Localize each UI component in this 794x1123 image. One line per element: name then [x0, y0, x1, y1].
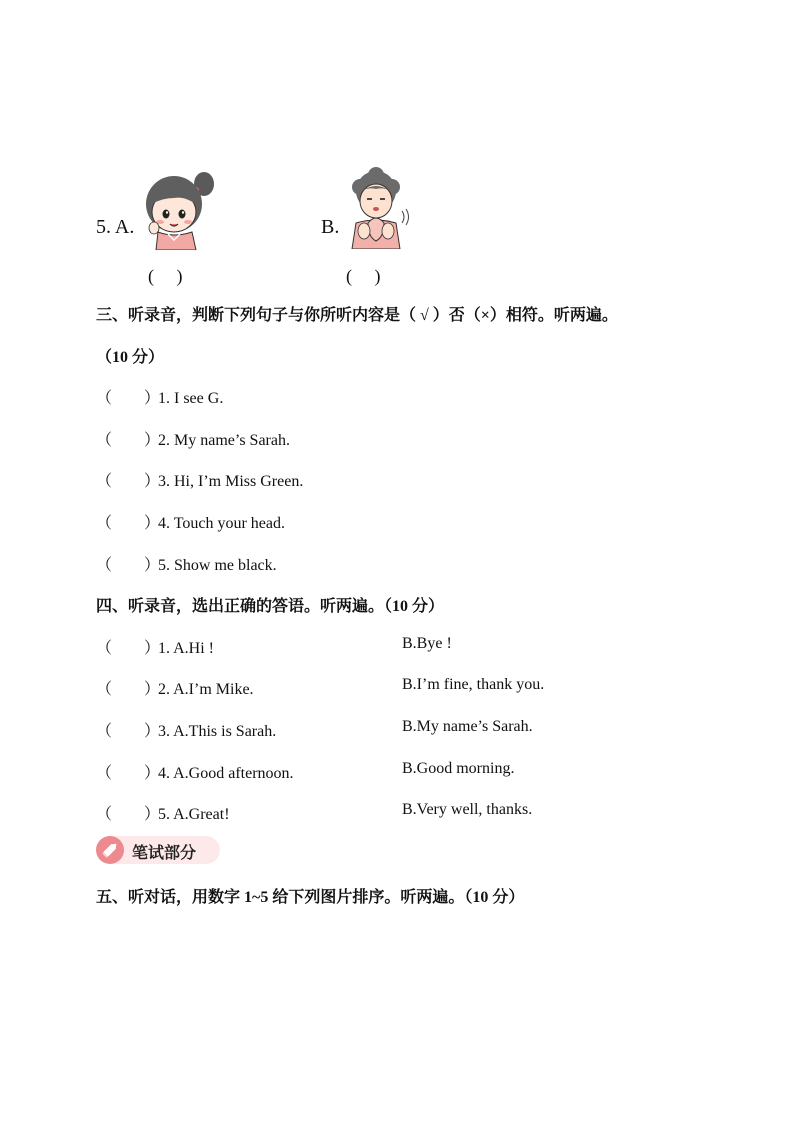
boy-illustration	[340, 167, 416, 249]
answer-paren[interactable]: （ ）	[96, 640, 161, 657]
section-3-score: （10 分）	[96, 349, 165, 366]
q5-answer-paren-a[interactable]: ( )	[148, 266, 183, 286]
section-4-item	[96, 760, 294, 783]
section-3-item	[96, 385, 223, 408]
written-part-badge	[96, 836, 220, 864]
section-3-item	[96, 510, 285, 533]
section-3-item	[96, 427, 290, 450]
item-text: 3. Hi, I’m Miss Green.	[158, 473, 304, 490]
option-b: B.I’m fine, thank you.	[402, 676, 545, 693]
section-5-title: 五、听对话，用数字 1~5 给下列图片排序。听两遍。（10 分）	[96, 889, 525, 906]
q5-answer-paren-b[interactable]: ( )	[346, 266, 381, 286]
section-4-item	[96, 718, 276, 741]
q5-option-b-label: B.	[321, 216, 340, 238]
answer-paren[interactable]: （ ）	[96, 723, 161, 740]
section-4-item	[96, 676, 254, 699]
pencil-icon	[96, 836, 124, 864]
item-text: 5. Show me black.	[158, 557, 277, 574]
option-a: 2. A.I’m Mike.	[158, 681, 254, 698]
option-b: B.Good morning.	[402, 760, 515, 777]
item-text: 1. I see G.	[158, 390, 224, 407]
answer-paren[interactable]: （ ）	[96, 473, 161, 490]
section-4-item	[96, 801, 230, 824]
section-4-item	[96, 635, 214, 658]
section-3-item	[96, 552, 277, 575]
answer-paren[interactable]: （ ）	[96, 765, 161, 782]
answer-paren[interactable]: （ ）	[96, 515, 161, 532]
option-b: B.My name’s Sarah.	[402, 718, 533, 735]
answer-paren[interactable]: （ ）	[96, 681, 161, 698]
option-b: B.Bye !	[402, 635, 452, 652]
option-a: 4. A.Good afternoon.	[158, 765, 294, 782]
answer-paren[interactable]: （ ）	[96, 806, 161, 823]
answer-paren[interactable]: （ ）	[96, 390, 161, 407]
section-4-title: 四、听录音，选出正确的答语。听两遍。（10 分）	[96, 598, 445, 615]
item-text: 2. My name’s Sarah.	[158, 432, 290, 449]
item-text: 4. Touch your head.	[158, 515, 285, 532]
section-3-item	[96, 468, 303, 491]
option-a: 5. A.Great!	[158, 806, 230, 823]
girl-illustration	[142, 168, 218, 250]
answer-paren[interactable]: （ ）	[96, 432, 161, 449]
q5-number-label: 5. A.	[96, 216, 135, 238]
answer-paren[interactable]: （ ）	[96, 557, 161, 574]
option-a: 1. A.Hi !	[158, 640, 214, 657]
section-3-title: 三、听录音，判断下列句子与你所听内容是（ √ ）否（×）相符。听两遍。	[96, 307, 618, 324]
option-a: 3. A.This is Sarah.	[158, 723, 277, 740]
written-part-label: 笔试部分	[132, 843, 197, 862]
option-b: B.Very well, thanks.	[402, 801, 533, 818]
